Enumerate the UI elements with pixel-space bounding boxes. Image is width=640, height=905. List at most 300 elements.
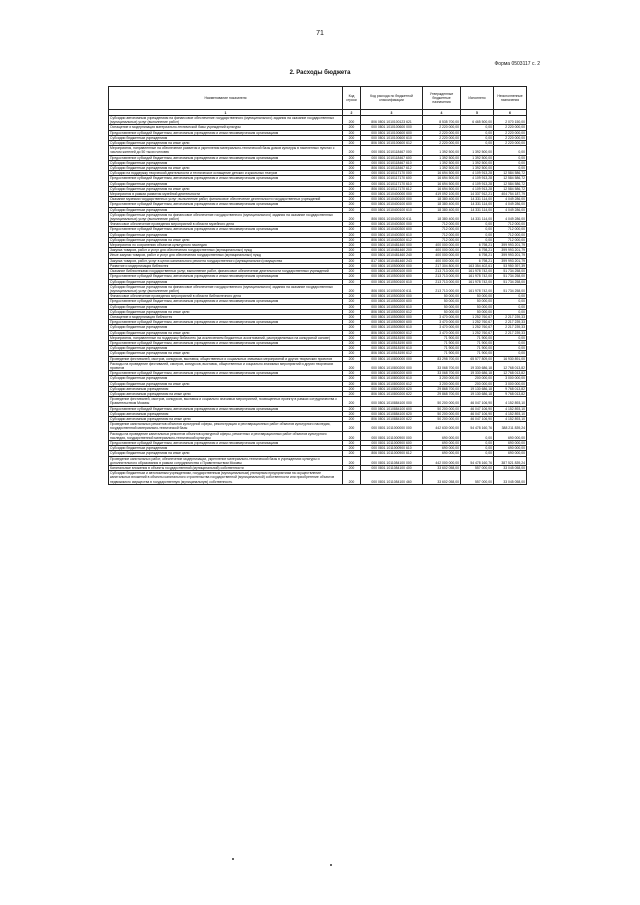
- row-name: Предоставление субсидий бюджетным, автономным учреждениям и иным некоммерческим организациям: [109, 176, 343, 181]
- row-remaining: 0,00: [494, 146, 527, 155]
- row-remaining: 0,00: [494, 160, 527, 165]
- row-name: Субсидии бюджетным учреждениям на иные цели: [109, 309, 343, 314]
- row-remaining: 9 768 013,82: [494, 386, 527, 391]
- row-name: Предоставление субсидий бюджетным, автономным учреждениям и иным некоммерческим организациям: [109, 371, 343, 376]
- row-kbk: 000 0801 1010500100 610: [361, 279, 423, 284]
- row-approved: 3 470 000,00: [423, 330, 461, 335]
- row-approved: 29 868 700,00: [423, 386, 461, 391]
- row-name: Субсидии бюджетным учреждениям на иные цели: [109, 451, 343, 456]
- row-name: Субсидии автономным учреждениям: [109, 411, 343, 416]
- row-remaining: 2 220 000,00: [494, 135, 527, 140]
- row-kbk: 000 0801 1011084100 000: [361, 456, 423, 465]
- table-row: [109, 284, 527, 293]
- table-row: [109, 456, 527, 465]
- row-remaining: 2 220 000,00: [494, 141, 527, 146]
- row-remaining: 12 584 586,72: [494, 181, 527, 186]
- row-remaining: 4 152 893,10: [494, 397, 527, 406]
- row-remaining: 0,00: [494, 155, 527, 160]
- row-code: 200: [343, 466, 361, 471]
- row-remaining: 0,00: [494, 340, 527, 345]
- row-kbk: 000 0801 1010500200 600: [361, 299, 423, 304]
- row-code: 200: [343, 176, 361, 181]
- row-name: Субсидии бюджетным учреждениям: [109, 232, 343, 237]
- row-approved: 3 200 000,00: [423, 381, 461, 386]
- row-remaining: 12 584 586,72: [494, 186, 527, 191]
- row-approved: 1 392 500,00: [423, 146, 461, 155]
- row-kbk: 000 0801 1010400100 000: [361, 197, 423, 202]
- row-name: Предоставление субсидий бюджетным, автономным учреждениям и иным некоммерческим организациям: [109, 299, 343, 304]
- header-row: [109, 87, 527, 110]
- row-name: Субсидии бюджетным учреждениям на иные цели: [109, 330, 343, 335]
- row-approved: 50 000,00: [423, 309, 461, 314]
- row-approved: 50 200 000,00: [423, 406, 461, 411]
- row-approved: 400 000 000,00: [423, 258, 461, 263]
- row-code: 200: [343, 356, 361, 361]
- row-remaining: 404 754 187,79: [494, 192, 527, 197]
- row-code: 200: [343, 335, 361, 340]
- row-name: Проведение фестивалей, смотров, конкурсов, выставок, общественных и социальных значимых мероприятий и других творческих проектов: [109, 356, 343, 361]
- row-name: Субсидии бюджетным учреждениям на финансовое обеспечение государственного (муниципального) задания на оказание государственных (муниципальных) услуг (выполнение работ): [109, 284, 343, 293]
- row-executed: 1 392 500,00: [461, 160, 494, 165]
- row-executed: 54 478 160,76: [461, 456, 494, 465]
- row-code: 200: [343, 186, 361, 191]
- row-remaining: 0,00: [494, 351, 527, 356]
- row-approved: 71 900,00: [423, 346, 461, 351]
- row-executed: 1 392 500,00: [461, 166, 494, 171]
- row-code: 200: [343, 314, 361, 319]
- row-approved: 2 220 000,00: [423, 130, 461, 135]
- row-name: Субсидии бюджетным учреждениям: [109, 279, 343, 284]
- row-code: 200: [343, 446, 361, 451]
- row-executed: 50 000,00: [461, 299, 494, 304]
- row-executed: 4 109 913,28: [461, 186, 494, 191]
- row-code: 200: [343, 451, 361, 456]
- row-kbk: 806 0801 1010100600 612: [361, 141, 423, 146]
- row-code: 200: [343, 227, 361, 232]
- row-code: 200: [343, 411, 361, 416]
- row-code: 200: [343, 325, 361, 330]
- row-name: Субсидии бюджетным учреждениям: [109, 304, 343, 309]
- row-approved: 400 000 000,00: [423, 243, 461, 248]
- row-name: Субсидии автономным учреждениям на финансовое обеспечение государственного (муниципального) задания на оказание государственных (муниципальных) услуг (выполнение работ): [109, 116, 343, 125]
- row-kbk: 806 0801 1010500100 611: [361, 284, 423, 293]
- table-body: [109, 116, 527, 485]
- row-executed: 0,00: [461, 125, 494, 130]
- row-executed: 19 130 686,18: [461, 391, 494, 396]
- row-name: Предоставление субсидий бюджетным, автономным учреждениям и иным некоммерческим организациям: [109, 320, 343, 325]
- row-code: 200: [343, 304, 361, 309]
- row-remaining: 33 045 058,00: [494, 466, 527, 471]
- row-executed: 50 000,00: [461, 294, 494, 299]
- row-name: Субсидии бюджетным учреждениям на финансовое обеспечение государственного (муниципального) задания на оказание государственных (муниципальных) услуг (выполнение работ): [109, 212, 343, 221]
- row-executed: 50 000,00: [461, 309, 494, 314]
- row-executed: 19 130 686,18: [461, 386, 494, 391]
- row-remaining: 3 000 000,00: [494, 381, 527, 386]
- row-remaining: 53 950 397,39: [494, 263, 527, 268]
- row-executed: 1 252 760,67: [461, 314, 494, 319]
- row-executed: 6 798,21: [461, 243, 494, 248]
- row-approved: 712 000,00: [423, 232, 461, 237]
- row-kbk: 000 0801 1010481460 200: [361, 248, 423, 253]
- row-approved: 213 713 000,00: [423, 269, 461, 274]
- row-kbk: 000 0801 1010800000 000: [361, 356, 423, 361]
- row-code: 200: [343, 232, 361, 237]
- row-name: Субсидии бюджетным учреждениям на иные цели: [109, 186, 343, 191]
- row-approved: 18 380 400,00: [423, 207, 461, 212]
- row-executed: 14 331 114,00: [461, 202, 494, 207]
- row-code: 200: [343, 431, 361, 440]
- row-approved: 690 000,00: [423, 431, 461, 440]
- row-approved: 400 000 000,00: [423, 248, 461, 253]
- row-name: Проведение капитальных работ, обеспечение модернизации, укрепление материально-технической базы в учреждениях культуры и дополнительного образования в рамках сотрудничества с Правительством Москвы: [109, 456, 343, 465]
- row-name: Субсидии на поддержку творческой деятельности и техническое оснащение детских и кукольных театров: [109, 171, 343, 176]
- row-name: Субсидии бюджетным учреждениям: [109, 207, 343, 212]
- row-remaining: 712 000,00: [494, 227, 527, 232]
- row-name: Субсидии бюджетным учреждениям: [109, 446, 343, 451]
- row-approved: 18 380 400,00: [423, 197, 461, 202]
- row-kbk: 806 0801 1010518190 612: [361, 351, 423, 356]
- row-remaining: 12 768 013,82: [494, 361, 527, 370]
- row-name: Субсидии бюджетным учреждениям: [109, 376, 343, 381]
- row-executed: 4 109 913,28: [461, 171, 494, 176]
- row-name: Расходы на проведение фестивалей, смотров, конкурсов, выставок, общественных и социально значимых мероприятий и других творческих проектов: [109, 361, 343, 370]
- row-approved: 50 200 000,00: [423, 397, 461, 406]
- row-executed: 4 109 913,28: [461, 176, 494, 181]
- row-code: 200: [343, 243, 361, 248]
- row-remaining: 387 521 839,24: [494, 456, 527, 465]
- row-name: Предоставление субсидий бюджетным, автономным учреждениям и иным некоммерческим организациям: [109, 340, 343, 345]
- row-executed: 14 331 114,00: [461, 212, 494, 221]
- row-name: Субсидии бюджетным учреждениям на иные цели: [109, 166, 343, 171]
- row-kbk: 000 0801 1010500500 000: [361, 314, 423, 319]
- row-code: 200: [343, 309, 361, 314]
- table-row: [109, 471, 527, 485]
- row-approved: 400 000 000,00: [423, 253, 461, 258]
- row-kbk: 806 0801 1010800200 612: [361, 381, 423, 386]
- row-executed: 0,00: [461, 222, 494, 227]
- row-code: 200: [343, 361, 361, 370]
- row-kbk: 000 0801 1010400300 610: [361, 232, 423, 237]
- row-kbk: 806 0801 1010400100 611: [361, 212, 423, 221]
- row-remaining: 0,00: [494, 294, 527, 299]
- row-approved: 16 694 500,00: [423, 176, 461, 181]
- row-remaining: 51 734 258,00: [494, 284, 527, 293]
- row-executed: 4 109 913,28: [461, 181, 494, 186]
- row-kbk: 000 0801 1010884100 000: [361, 397, 423, 406]
- row-name: Субсидии бюджетным учреждениям: [109, 160, 343, 165]
- row-approved: 18 380 400,00: [423, 212, 461, 221]
- row-code: 200: [343, 330, 361, 335]
- row-code: 200: [343, 253, 361, 258]
- row-name: Предоставление субсидий бюджетным, автономным учреждениям и иным некоммерческим организациям: [109, 406, 343, 411]
- row-remaining: 399 993 201,79: [494, 243, 527, 248]
- row-code: 200: [343, 222, 361, 227]
- row-remaining: 399 993 201,79: [494, 258, 527, 263]
- row-executed: 50 000,00: [461, 304, 494, 309]
- row-code: 200: [343, 125, 361, 130]
- row-approved: 33 068 700,00: [423, 371, 461, 376]
- row-approved: 18 380 400,00: [423, 202, 461, 207]
- row-approved: 16 694 500,00: [423, 186, 461, 191]
- col-header-approved: Утвержденные бюджетные назначения: [423, 87, 461, 110]
- row-code: 200: [343, 391, 361, 396]
- row-code: 200: [343, 456, 361, 465]
- row-name: Развитие и модернизация библиотек: [109, 263, 343, 268]
- col-index: 1: [109, 110, 343, 116]
- row-executed: 71 900,00: [461, 335, 494, 340]
- row-kbk: 806 0801 1010884100 622: [361, 416, 423, 421]
- row-kbk: 000 0801 1010500000 000: [361, 263, 423, 268]
- row-kbk: 000 0801 1010518190 600: [361, 340, 423, 345]
- row-approved: 71 900,00: [423, 335, 461, 340]
- row-name: Субсидии бюджетным учреждениям: [109, 346, 343, 351]
- row-approved: 3 470 000,00: [423, 320, 461, 325]
- row-approved: 2 220 000,00: [423, 141, 461, 146]
- form-code: Форма 0503117 с. 2: [494, 61, 540, 67]
- col-header-kbk: Код расхода по бюджетной классификации: [361, 87, 423, 110]
- row-executed: 0,00: [461, 237, 494, 242]
- row-name: Иные закупки товаров, работ и услуг для обеспечения государственных (муниципальных) нужд: [109, 253, 343, 258]
- row-executed: 1 252 760,67: [461, 330, 494, 335]
- row-kbk: 000 0801 1010400100 610: [361, 207, 423, 212]
- row-approved: 3 470 000,00: [423, 325, 461, 330]
- row-remaining: 4 049 286,00: [494, 202, 527, 207]
- row-remaining: 4 152 893,10: [494, 416, 527, 421]
- row-approved: 690 000,00: [423, 451, 461, 456]
- row-executed: 46 047 106,90: [461, 411, 494, 416]
- row-name: Закупка товаров, работ и услуг для обеспечения государственных (муниципальных) нужд: [109, 248, 343, 253]
- row-name: Предоставление субсидий бюджетным, автономным учреждениям и иным некоммерческим организациям: [109, 227, 343, 232]
- row-executed: 46 047 106,90: [461, 406, 494, 411]
- row-approved: 712 000,00: [423, 237, 461, 242]
- scan-speck: [232, 858, 234, 860]
- row-name: Мероприятия, направленные на обеспечение развития и укрепления материально-технической базы домов культуры в населенных пунктах с числом жителей до 50 тысяч человек: [109, 146, 343, 155]
- row-kbk: 000 0801 1010800200 610: [361, 376, 423, 381]
- row-name: Оснащение и модернизация материально-технической базы учреждений культуры: [109, 125, 343, 130]
- row-executed: 6 798,21: [461, 258, 494, 263]
- row-remaining: 51 734 258,00: [494, 279, 527, 284]
- section-title: 2. Расходы бюджета: [289, 70, 351, 76]
- row-kbk: 000 0801 1010118467 600: [361, 155, 423, 160]
- row-executed: 71 900,00: [461, 346, 494, 351]
- row-executed: 0,00: [461, 431, 494, 440]
- expenditures-table: [108, 86, 527, 485]
- row-remaining: 690 000,00: [494, 441, 527, 446]
- row-executed: 0,00: [461, 130, 494, 135]
- row-remaining: 399 993 201,79: [494, 253, 527, 258]
- row-code: 200: [343, 197, 361, 202]
- page-number: 71: [316, 30, 324, 37]
- row-approved: 33 602 058,00: [423, 471, 461, 485]
- row-approved: 71 900,00: [423, 351, 461, 356]
- row-remaining: 9 768 013,82: [494, 391, 527, 396]
- row-kbk: 000 0801 1010100600 610: [361, 135, 423, 140]
- row-executed: 200 000,00: [461, 381, 494, 386]
- row-code: 200: [343, 146, 361, 155]
- row-name: Закупка товаров, работ, услуг в целях капитального ремонта государственного (муниципального) имущества: [109, 258, 343, 263]
- row-approved: 213 713 000,00: [423, 279, 461, 284]
- row-code: 200: [343, 406, 361, 411]
- row-approved: 213 713 000,00: [423, 284, 461, 293]
- row-approved: 16 694 500,00: [423, 171, 461, 176]
- row-executed: 6 465 500,00: [461, 116, 494, 125]
- col-index: 5: [461, 110, 494, 116]
- row-code: 200: [343, 237, 361, 242]
- row-code: 200: [343, 441, 361, 446]
- row-code: 200: [343, 116, 361, 125]
- row-remaining: 399 993 201,79: [494, 248, 527, 253]
- row-remaining: 12 584 586,72: [494, 176, 527, 181]
- col-index: 4: [423, 110, 461, 116]
- row-code: 200: [343, 381, 361, 386]
- row-remaining: 0,00: [494, 304, 527, 309]
- row-code: 200: [343, 202, 361, 207]
- row-executed: 1 392 500,00: [461, 146, 494, 155]
- row-approved: 50 200 000,00: [423, 416, 461, 421]
- row-approved: 33 602 058,00: [423, 466, 461, 471]
- row-name: Субсидии бюджетным учреждениям на иные цели: [109, 237, 343, 242]
- row-kbk: 000 0801 1010481460 000: [361, 243, 423, 248]
- row-executed: 161 978 742,00: [461, 274, 494, 279]
- row-name: Субсидии бюджетным учреждениям: [109, 325, 343, 330]
- row-name: Финансовое обеспечение проведения мероприятий в области музейного дела: [109, 222, 343, 227]
- row-kbk: 000 0801 1010884100 600: [361, 406, 423, 411]
- row-remaining: 2 217 239,33: [494, 330, 527, 335]
- row-kbk: 000 0801 1010117170 000: [361, 171, 423, 176]
- row-executed: 46 047 106,90: [461, 416, 494, 421]
- row-executed: 6 798,21: [461, 248, 494, 253]
- row-kbk: 000 0801 1010100600 000: [361, 125, 423, 130]
- row-kbk: 000 0801 1010481460 240: [361, 253, 423, 258]
- row-executed: 0,00: [461, 232, 494, 237]
- row-kbk: 806 0801 1010100123 621: [361, 116, 423, 125]
- row-approved: 1 392 500,00: [423, 166, 461, 171]
- scan-speck: [330, 864, 332, 866]
- row-kbk: 000 0801 1010118467 610: [361, 160, 423, 165]
- row-code: 200: [343, 171, 361, 176]
- row-name: Предоставление субсидий бюджетным, автономным учреждениям и иным некоммерческим организациям: [109, 155, 343, 160]
- table-row: [109, 116, 527, 125]
- row-name: Проведение капитальных ремонтов объектов культурной сферы, реконструкция и реставрационных работ объектов культурного наследия, государственной материально-технической базы: [109, 422, 343, 431]
- row-name: Предоставление субсидий бюджетным, автономным учреждениям и иным некоммерческим организациям: [109, 441, 343, 446]
- row-executed: 0,00: [461, 446, 494, 451]
- row-kbk: 000 0801 1010500200 610: [361, 304, 423, 309]
- row-code: 200: [343, 284, 361, 293]
- row-kbk: 000 0801 1010800200 000: [361, 361, 423, 370]
- row-kbk: 000 0801 1010500100 600: [361, 274, 423, 279]
- row-name: Субсидии автономным учреждениям: [109, 386, 343, 391]
- row-code: 200: [343, 320, 361, 325]
- row-remaining: 0,00: [494, 309, 527, 314]
- row-approved: 83 298 700,00: [423, 356, 461, 361]
- row-approved: 217 304 800,00: [423, 263, 461, 268]
- row-approved: 50 000,00: [423, 304, 461, 309]
- row-code: 200: [343, 192, 361, 197]
- row-name: Оказание библиотеками государственных услуг, выполнение работ, финансовое обеспечение деятельности государственных учреждений: [109, 269, 343, 274]
- row-remaining: 2 217 239,33: [494, 325, 527, 330]
- row-remaining: 4 049 286,00: [494, 207, 527, 212]
- row-code: 200: [343, 371, 361, 376]
- row-kbk: 817 0801 1010481460 243: [361, 258, 423, 263]
- row-name: Финансовое обеспечение проведения мероприятий в области библиотечного дела: [109, 294, 343, 299]
- row-name: Расходы на проведение капитальных ремонтов объектов культурной сферы, ремонтных и реставрационных работ объектов культурного наследия, государственной материально-технической культуры: [109, 431, 343, 440]
- row-remaining: 388 211 839,24: [494, 422, 527, 431]
- row-executed: 161 978 742,00: [461, 269, 494, 274]
- row-remaining: 33 045 058,00: [494, 471, 527, 485]
- col-header-remaining: Неисполненные назначения: [494, 87, 527, 110]
- row-name: Мероприятия по сохранению объектов культурного наследия: [109, 243, 343, 248]
- row-executed: 161 978 742,00: [461, 279, 494, 284]
- row-executed: 19 330 686,18: [461, 361, 494, 370]
- row-remaining: 2 217 239,33: [494, 314, 527, 319]
- row-kbk: 000 0801 1010500100 000: [361, 269, 423, 274]
- row-code: 200: [343, 141, 361, 146]
- table-row: [109, 431, 527, 440]
- row-code: 200: [343, 160, 361, 165]
- row-remaining: 712 000,00: [494, 232, 527, 237]
- row-kbk: 000 0801 1010118467 000: [361, 146, 423, 155]
- table-row: [109, 212, 527, 221]
- row-name: Оказание музеями государственных услуг; выполнение работ, финансовое обеспечение деятельности государственных учреждений: [109, 197, 343, 202]
- row-executed: 1 252 760,67: [461, 325, 494, 330]
- row-approved: 50 000,00: [423, 294, 461, 299]
- row-kbk: 000 0801 1010800200 600: [361, 371, 423, 376]
- row-kbk: 000 0801 1010400300 600: [361, 227, 423, 232]
- row-kbk: 000 0801 1011000900 600: [361, 441, 423, 446]
- row-executed: 0,00: [461, 227, 494, 232]
- row-remaining: 2 070 150,00: [494, 116, 527, 125]
- row-remaining: 2 220 000,00: [494, 130, 527, 135]
- row-approved: 3 470 000,00: [423, 314, 461, 319]
- row-code: 200: [343, 346, 361, 351]
- row-remaining: 12 768 013,82: [494, 371, 527, 376]
- row-kbk: 000 0801 1010500500 600: [361, 320, 423, 325]
- row-remaining: 4 152 893,10: [494, 411, 527, 416]
- row-remaining: 0,00: [494, 335, 527, 340]
- row-approved: 50 200 000,00: [423, 411, 461, 416]
- table-row: [109, 146, 527, 155]
- row-kbk: 000 0801 1010117170 600: [361, 176, 423, 181]
- row-executed: 6 798,21: [461, 253, 494, 258]
- row-kbk: 806 0801 1010800200 622: [361, 391, 423, 396]
- row-remaining: 690 000,00: [494, 451, 527, 456]
- row-approved: 1 392 500,00: [423, 155, 461, 160]
- row-name: Субсидии автономным учреждениям на иные цели: [109, 391, 343, 396]
- row-code: 200: [343, 135, 361, 140]
- row-code: 200: [343, 248, 361, 253]
- row-executed: 200 000,00: [461, 376, 494, 381]
- row-kbk: 000 0801 1010117170 610: [361, 181, 423, 186]
- row-approved: 442 630 000,00: [423, 422, 461, 431]
- row-kbk: 806 0801 1010118467 612: [361, 166, 423, 171]
- row-code: 200: [343, 269, 361, 274]
- row-code: 200: [343, 397, 361, 406]
- row-name: Капитальные вложения в объекты государственной (муниципальной) собственности: [109, 466, 343, 471]
- row-code: 200: [343, 207, 361, 212]
- row-remaining: 690 000,00: [494, 431, 527, 440]
- row-code: 200: [343, 279, 361, 284]
- row-remaining: 0,00: [494, 346, 527, 351]
- row-executed: 163 354 402,61: [461, 263, 494, 268]
- row-executed: 161 978 742,00: [461, 284, 494, 293]
- row-approved: 419 092 100,00: [423, 192, 461, 197]
- row-executed: 65 577 809,00: [461, 356, 494, 361]
- row-code: 200: [343, 155, 361, 160]
- row-approved: 33 068 700,00: [423, 361, 461, 370]
- row-approved: 1 392 500,00: [423, 160, 461, 165]
- row-kbk: 806 0801 1010500200 612: [361, 309, 423, 314]
- row-executed: 14 337 912,21: [461, 192, 494, 197]
